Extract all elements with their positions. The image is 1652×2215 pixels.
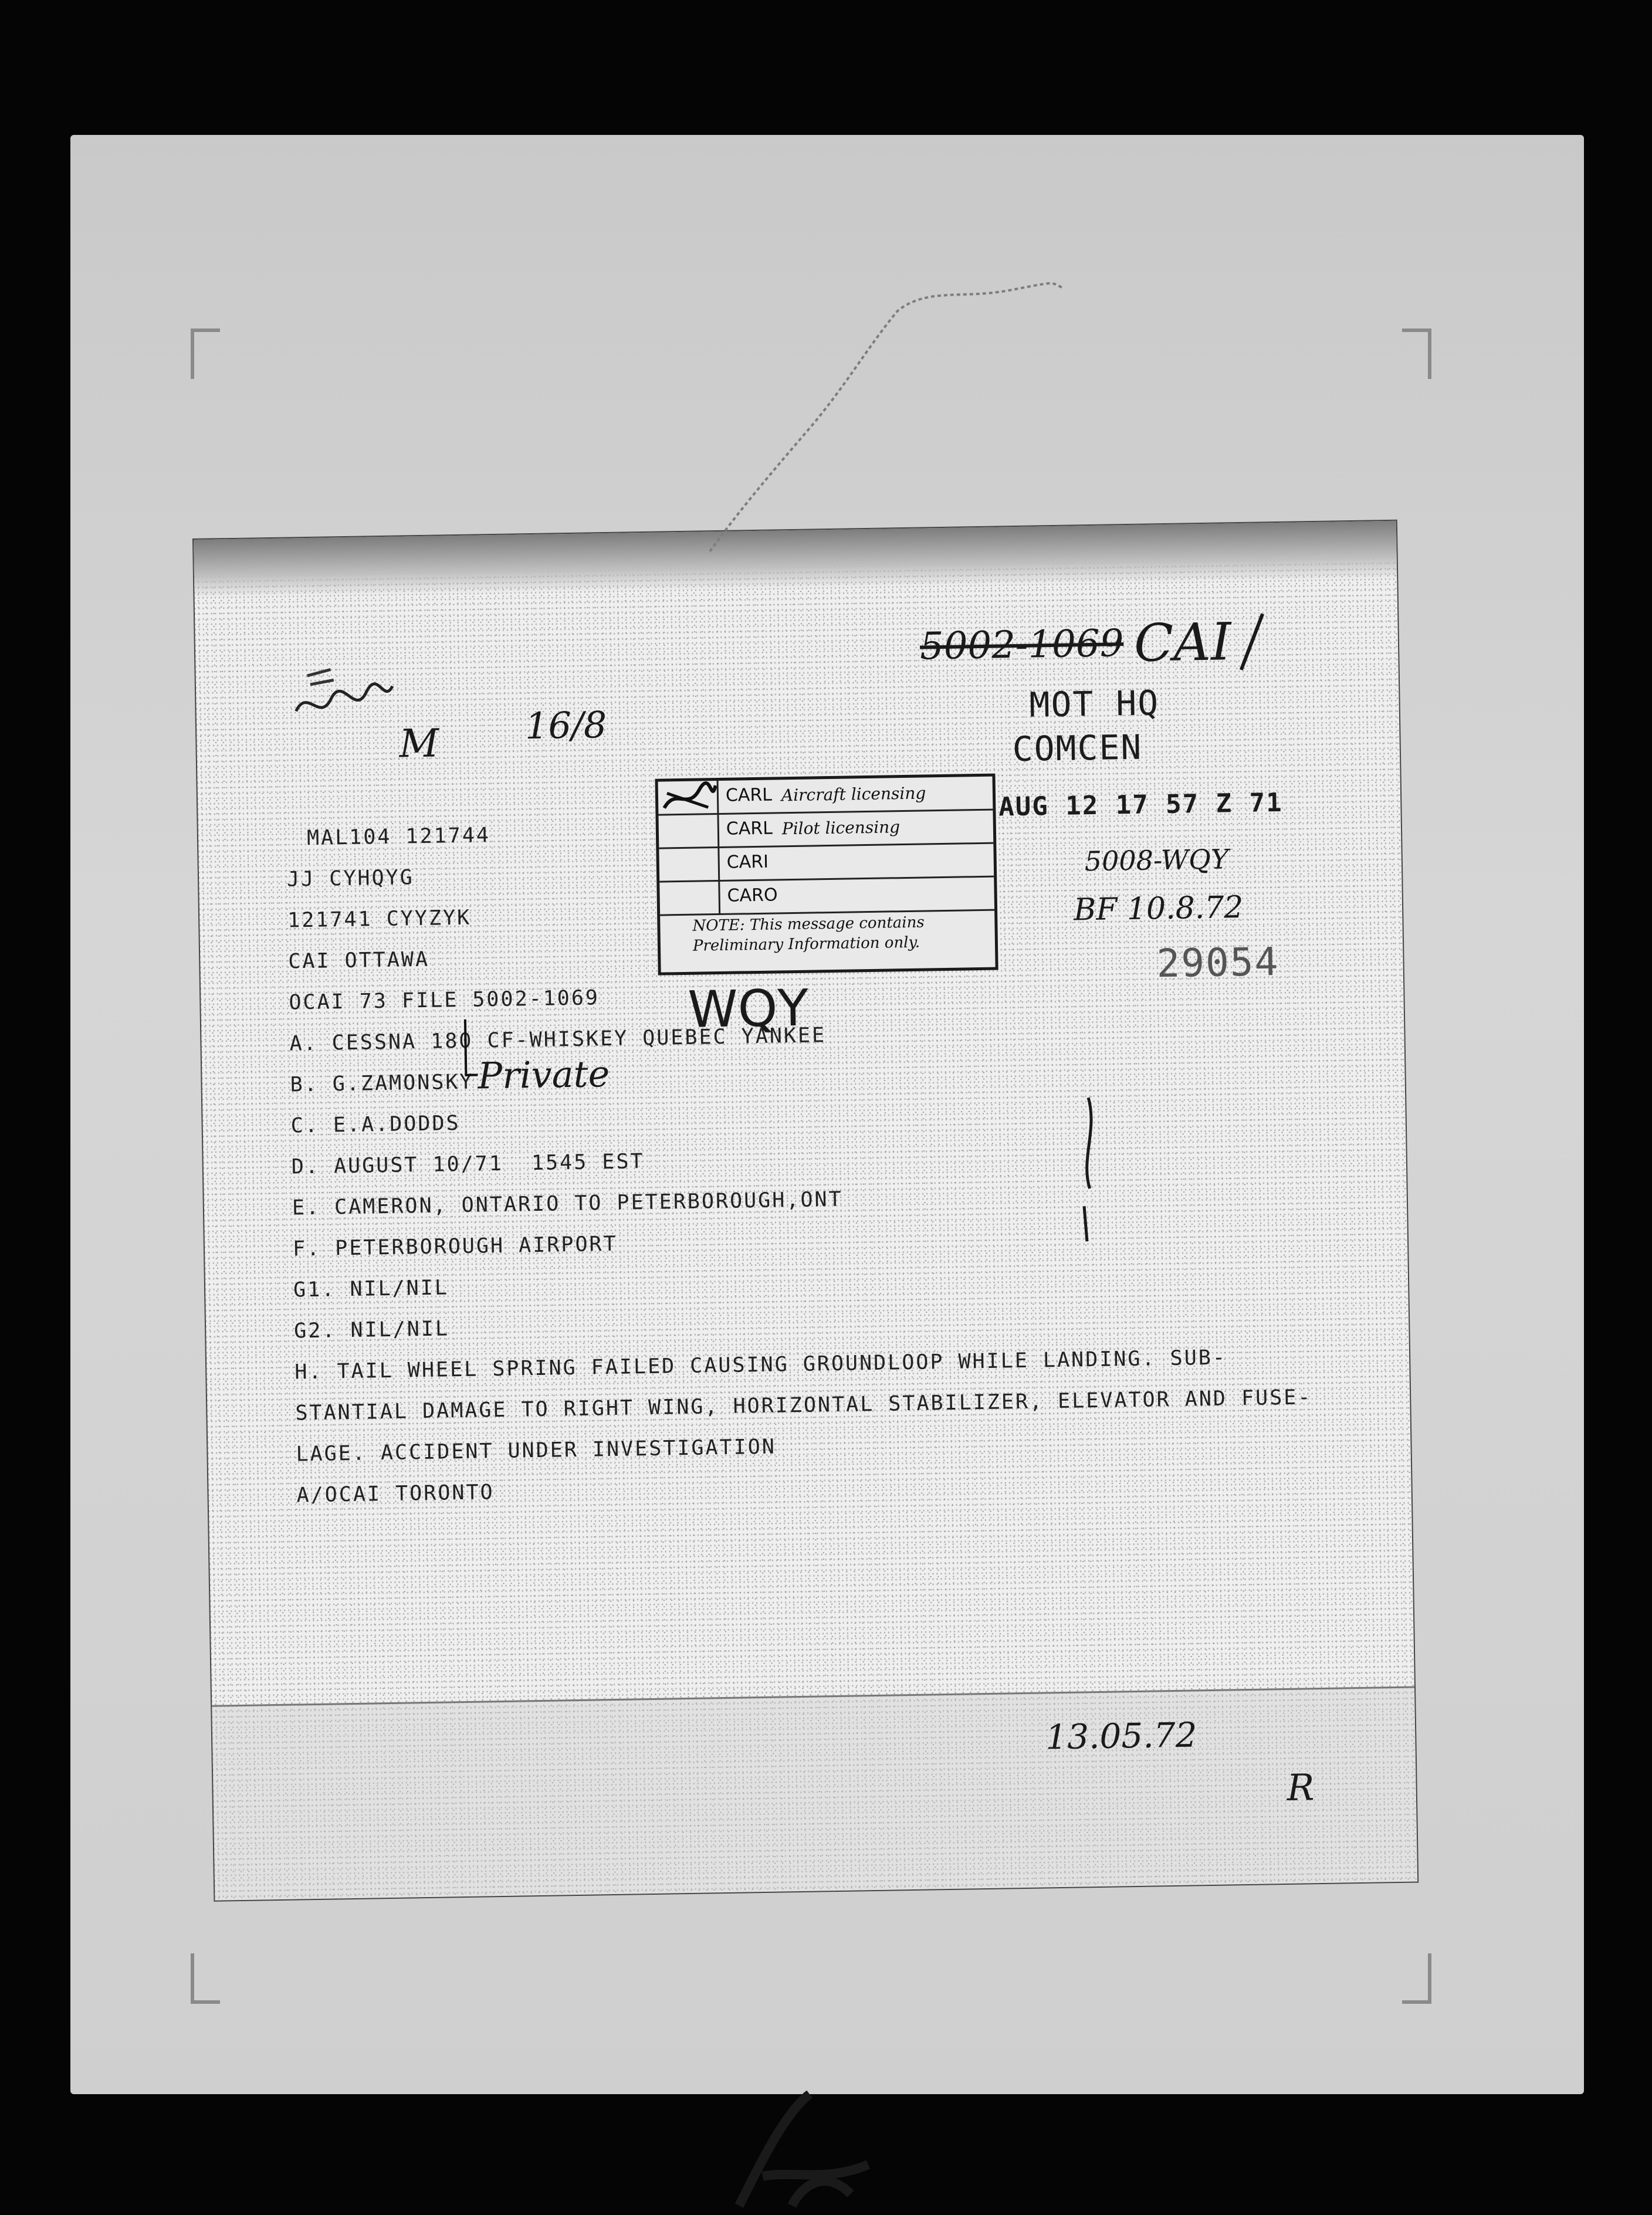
stamp-comcen: COMCEN (1012, 727, 1143, 770)
telex-line-owner: B. G.ZAMONSKY (290, 1070, 474, 1097)
telex-line-narrative-1: H. TAIL WHEEL SPRING FAILED CAUSING GROUNDLOOP WHILE LANDING. SUB- (294, 1346, 1227, 1384)
stamp-datetime: AUG 12 17 57 Z 71 (998, 787, 1284, 822)
handwritten-file-wqy: 5008-WQY (1084, 843, 1229, 878)
routing-desc: Pilot licensing (781, 817, 901, 839)
handwritten-date-bottom: 13.05.72 (1045, 1715, 1198, 1757)
telex-line-narrative-2: STANTIAL DAMAGE TO RIGHT WING, HORIZONTAL STABILIZER, ELEVATOR AND FUSE- (295, 1386, 1312, 1425)
handwritten-vertical-mark-icon (1071, 1095, 1108, 1248)
routing-code: CARL (725, 784, 773, 806)
handwritten-file-ref: 5002-1069 (919, 622, 1124, 669)
routing-check-cell (659, 848, 720, 881)
handwritten-initials: M (398, 720, 439, 767)
routing-row (659, 877, 994, 916)
routing-row (659, 844, 994, 883)
telex-line-route: E. CAMERON, ONTARIO TO PETERBOROUGH,ONT (292, 1187, 843, 1220)
sheet-bottom-fold (212, 1686, 1417, 1901)
routing-code: CARL (726, 818, 773, 839)
routing-row (658, 777, 993, 816)
telex-line-sender: A/OCAI TORONTO (296, 1481, 495, 1508)
routing-check-cell (658, 814, 719, 848)
telex-line-origin: 121741 CYYZYK (287, 906, 472, 933)
stamp-number: 29054 (1156, 939, 1279, 987)
crop-mark-top-left (191, 328, 220, 379)
handwritten-date-top: 16/8 (524, 703, 607, 748)
telex-line-g1: G1. NIL/NIL (293, 1276, 449, 1302)
telex-line-narrative-3: LAGE. ACCIDENT UNDER INVESTIGATION (296, 1435, 777, 1466)
handwritten-bottom-mark-icon (727, 2088, 880, 2215)
routing-code: CARO (727, 885, 778, 906)
routing-stamp-box (655, 774, 998, 976)
routing-row (658, 810, 993, 849)
telex-line-pilot: C. E.A.DODDS (290, 1111, 461, 1138)
handwritten-stroke-icon (1233, 611, 1270, 676)
telex-line-destination: CAI OTTAWA (288, 947, 430, 974)
routing-check-cell (658, 781, 719, 814)
telex-line-address: JJ CYHQYG (286, 866, 415, 892)
telex-line-location: F. PETERBOROUGH AIRPORT (292, 1232, 618, 1261)
crack-line-icon (704, 276, 1068, 557)
crop-mark-top-right (1402, 328, 1431, 379)
crop-mark-bottom-left (191, 1953, 220, 2004)
routing-code: CARI (726, 851, 769, 873)
routing-note: NOTE: This message contains Preliminary Information only. (692, 913, 925, 955)
handwritten-bf-date: BF 10.8.72 (1073, 889, 1244, 928)
handwritten-scrawl-icon (289, 663, 396, 735)
telex-line-aircraft: A. CESSNA 180 CF-WHISKEY QUEBEC YANKEE (289, 1024, 827, 1056)
scribble-check-icon (658, 781, 717, 814)
telex-line-date: D. AUGUST 10/71 1545 EST (291, 1150, 645, 1179)
telex-line-g2: G2. NIL/NIL (293, 1317, 450, 1343)
handwritten-initial-r: R (1287, 1766, 1315, 1809)
telex-message-sheet (194, 521, 1417, 1901)
routing-desc: Aircraft licensing (781, 783, 926, 805)
routing-check-cell (659, 881, 720, 915)
stamp-mot-hq: MOT HQ (1029, 683, 1160, 725)
telex-line-header: MAL104 121744 (306, 824, 491, 851)
telex-line-file: OCAI 73 FILE 5002-1069 (289, 986, 600, 1015)
handwritten-registration: WQY (687, 978, 809, 1039)
crop-mark-bottom-right (1402, 1953, 1431, 2004)
handwritten-cai: CAI (1133, 611, 1232, 673)
handwritten-private: Private (477, 1052, 610, 1098)
